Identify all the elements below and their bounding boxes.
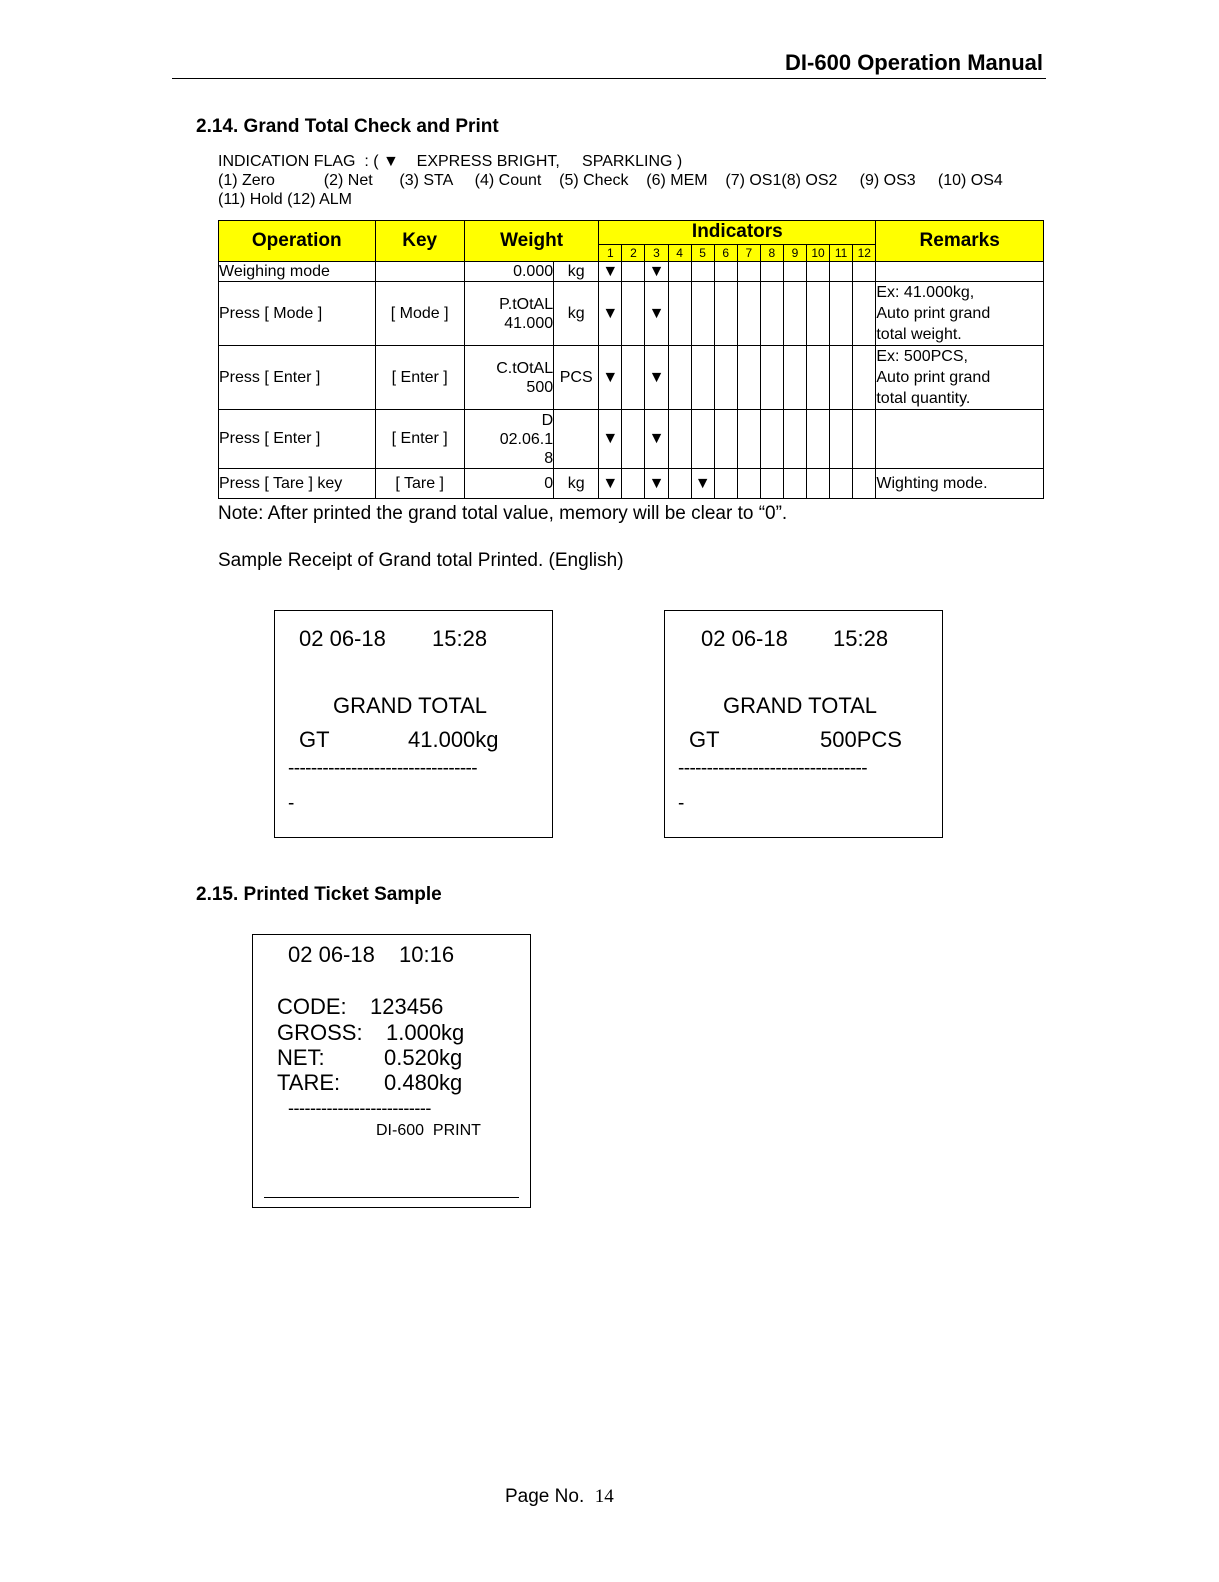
col-header-remarks: Remarks (876, 221, 1044, 262)
indicator-cell-9 (783, 469, 806, 499)
indicator-cell-1: ▼ (599, 262, 622, 282)
ticket-net-label: NET: (277, 1045, 325, 1070)
grand-total-count-receipt (664, 610, 943, 838)
indicator-number: 8 (760, 244, 783, 261)
indicator-cell-2 (622, 282, 645, 346)
indicator-cell-12 (853, 469, 876, 499)
indication-flag-line: INDICATION FLAG : ( ▼ EXPRESS BRIGHT, SPARKLING ) (218, 153, 683, 170)
ticket-footer-print: DI-600 PRINT (376, 1122, 481, 1139)
section-title-grand-total: 2.14. Grand Total Check and Print (196, 116, 499, 137)
page-number-label: Page No. (505, 1486, 585, 1507)
key-cell: [ Enter ] (375, 410, 464, 469)
receipt-dash-line: --------------------------------- (288, 758, 477, 779)
header-rule (172, 78, 1046, 79)
weight-cell (464, 346, 553, 410)
weight-line: 0.000 (513, 263, 554, 280)
grand-total-operation-table (218, 220, 1044, 499)
indicator-cell-8 (760, 282, 783, 346)
ticket-time: 10:16 (399, 942, 455, 967)
weight-line: 0 (544, 475, 554, 492)
indicator-cell-1: ▼ (599, 410, 622, 469)
section-title-printed-ticket: 2.15. Printed Ticket Sample (196, 884, 442, 905)
weight-cell (464, 469, 553, 499)
indicator-cell-11 (830, 282, 853, 346)
indicator-cell-9 (783, 262, 806, 282)
col-header-key: Key (375, 221, 464, 262)
remarks-cell (876, 346, 1044, 410)
indicator-number: 9 (783, 244, 806, 261)
indicator-cell-12 (853, 262, 876, 282)
ticket-bottom-rule (264, 1197, 519, 1198)
key-cell (375, 262, 464, 282)
table-row (219, 262, 1044, 282)
indicator-cell-3: ▼ (645, 262, 668, 282)
indicator-cell-10 (807, 469, 830, 499)
indicator-cell-7 (737, 469, 760, 499)
indicator-cell-12 (853, 346, 876, 410)
operation-cell: Press [ Enter ] (219, 346, 376, 410)
indicator-cell-1: ▼ (599, 346, 622, 410)
table-row (219, 346, 1044, 410)
indicator-cell-2 (622, 410, 645, 469)
indicator-number: 10 (807, 244, 830, 261)
indicator-cell-6 (714, 346, 737, 410)
receipt-date: 02 06-18 (299, 626, 386, 651)
remark-line: total quantity. (876, 390, 971, 407)
ticket-code-value: 123456 (370, 994, 444, 1019)
indicator-cell-6 (714, 262, 737, 282)
page-number (505, 1486, 614, 1508)
indicator-number: 5 (691, 244, 714, 261)
ticket-code-label: CODE: (277, 994, 347, 1019)
grand-total-weight-receipt (274, 610, 553, 838)
indicator-cell-12 (853, 410, 876, 469)
receipt-gt-label: GT (689, 727, 720, 752)
weight-line: 41.000 (504, 314, 554, 332)
ticket-net-value: 0.520kg (384, 1045, 463, 1070)
ticket-gross-label: GROSS: (277, 1020, 363, 1045)
receipt-time: 15:28 (833, 626, 889, 651)
ticket-gross-value: 1.000kg (386, 1020, 465, 1045)
indicator-cell-10 (807, 282, 830, 346)
indicator-cell-3: ▼ (645, 410, 668, 469)
remark-line: Ex: 41.000kg, (876, 284, 975, 301)
receipt-dash-end: - (678, 793, 685, 814)
unit-cell: kg (554, 282, 599, 346)
receipt-gt-label: GT (299, 727, 330, 752)
flag-legend-line-2: (11) Hold (12) ALM (218, 191, 352, 208)
indicator-cell-11 (830, 469, 853, 499)
indicator-cell-5 (691, 346, 714, 410)
indicator-cell-4 (668, 469, 691, 499)
indicator-cell-6 (714, 410, 737, 469)
receipt-gt-value: 41.000kg (408, 727, 499, 752)
indicator-cell-9 (783, 346, 806, 410)
unit-cell: PCS (554, 346, 599, 410)
indicator-cell-11 (830, 262, 853, 282)
indicator-cell-4 (668, 282, 691, 346)
indicator-cell-8 (760, 262, 783, 282)
operation-cell: Press [ Enter ] (219, 410, 376, 469)
indicator-cell-8 (760, 469, 783, 499)
unit-cell: kg (554, 262, 599, 282)
operation-cell: Weighing mode (219, 262, 376, 282)
ticket-tare-label: TARE: (277, 1070, 341, 1095)
col-header-indicators: Indicators (599, 221, 876, 245)
header-title: DI-600 Operation Manual (785, 50, 1043, 75)
weight-cell (464, 410, 553, 469)
printed-ticket-sample (252, 934, 531, 1208)
indicator-cell-3: ▼ (645, 346, 668, 410)
indicator-cell-6 (714, 282, 737, 346)
indicator-cell-9 (783, 282, 806, 346)
memory-clear-note: Note: After printed the grand total value, memory will be clear to “0”. (218, 503, 788, 524)
indicator-cell-3: ▼ (645, 282, 668, 346)
receipt-date: 02 06-18 (701, 626, 788, 651)
table-row (219, 469, 1044, 499)
indicator-cell-7 (737, 410, 760, 469)
unit-cell (554, 410, 599, 469)
indicator-cell-2 (622, 469, 645, 499)
indicator-cell-10 (807, 410, 830, 469)
indicator-cell-4 (668, 262, 691, 282)
ticket-date: 02 06-18 (288, 942, 375, 967)
indicator-number: 1 (599, 244, 622, 261)
remark-line: total weight. (876, 326, 962, 343)
indicator-cell-8 (760, 346, 783, 410)
weight-cell (464, 262, 553, 282)
indicator-cell-10 (807, 346, 830, 410)
weight-line: 8 (544, 449, 554, 467)
col-header-operation: Operation (219, 221, 376, 262)
indicator-cell-1: ▼ (599, 282, 622, 346)
unit-cell: kg (554, 469, 599, 499)
weight-line: 500 (526, 378, 554, 396)
indicator-cell-6 (714, 469, 737, 499)
weight-line: 02.06.1 (499, 430, 554, 448)
page-number-value: 14 (594, 1486, 614, 1507)
remark-line: Auto print grand (876, 305, 991, 322)
indicator-cell-3: ▼ (645, 469, 668, 499)
weight-line: P.tOtAL (499, 295, 554, 313)
indicator-cell-5 (691, 282, 714, 346)
indicator-cell-9 (783, 410, 806, 469)
key-cell: [ Tare ] (375, 469, 464, 499)
receipt-time: 15:28 (432, 626, 488, 651)
indicator-cell-4 (668, 346, 691, 410)
indicator-number: 11 (830, 244, 853, 261)
indicator-cell-8 (760, 410, 783, 469)
indicator-cell-1: ▼ (599, 469, 622, 499)
indicator-cell-4 (668, 410, 691, 469)
remarks-cell (876, 262, 1044, 282)
remarks-cell (876, 282, 1044, 346)
weight-cell (464, 282, 553, 346)
remark-line: Ex: 500PCS, (876, 348, 968, 365)
key-cell: [ Enter ] (375, 346, 464, 410)
receipt-dash-end: - (288, 793, 295, 814)
ticket-tare-value: 0.480kg (384, 1070, 463, 1095)
col-header-weight: Weight (464, 221, 598, 262)
key-cell: [ Mode ] (375, 282, 464, 346)
indicator-number: 3 (645, 244, 668, 261)
table-row (219, 410, 1044, 469)
sample-receipt-caption: Sample Receipt of Grand total Printed. (English) (218, 550, 624, 571)
operation-cell: Press [ Tare ] key (219, 469, 376, 499)
indicator-cell-2 (622, 262, 645, 282)
indicator-number: 4 (668, 244, 691, 261)
receipt-gt-value: 500PCS (820, 727, 902, 752)
receipt-dash-line: --------------------------------- (678, 758, 867, 779)
indicator-number: 2 (622, 244, 645, 261)
remarks-cell (876, 469, 1044, 499)
receipt-title: GRAND TOTAL (333, 693, 488, 718)
indicator-number: 12 (853, 244, 876, 261)
weight-line: C.tOtAL (496, 359, 554, 377)
operation-cell: Press [ Mode ] (219, 282, 376, 346)
flag-legend-line-1: (1) Zero (2) Net (3) STA (4) Count (5) Check (6) MEM (7) OS1(8) OS2 (9) OS3 (10) OS4 (218, 172, 1003, 189)
weight-line: D (541, 411, 554, 429)
table-row (219, 282, 1044, 346)
remarks-cell (876, 410, 1044, 469)
receipt-title: GRAND TOTAL (723, 693, 878, 718)
indicator-cell-2 (622, 346, 645, 410)
indicator-cell-7 (737, 262, 760, 282)
indicator-cell-5 (691, 262, 714, 282)
remark-line: Auto print grand (876, 369, 991, 386)
indicator-number: 6 (714, 244, 737, 261)
remark-line: Wighting mode. (876, 475, 988, 492)
indicator-number: 7 (737, 244, 760, 261)
indicator-cell-11 (830, 410, 853, 469)
indicator-cell-7 (737, 346, 760, 410)
ticket-dash-line: -------------------------- (288, 1098, 431, 1118)
indicator-cell-12 (853, 282, 876, 346)
indicator-cell-10 (807, 262, 830, 282)
indicator-cell-5: ▼ (691, 469, 714, 499)
indicator-cell-7 (737, 282, 760, 346)
indicator-cell-5 (691, 410, 714, 469)
indicator-cell-11 (830, 346, 853, 410)
